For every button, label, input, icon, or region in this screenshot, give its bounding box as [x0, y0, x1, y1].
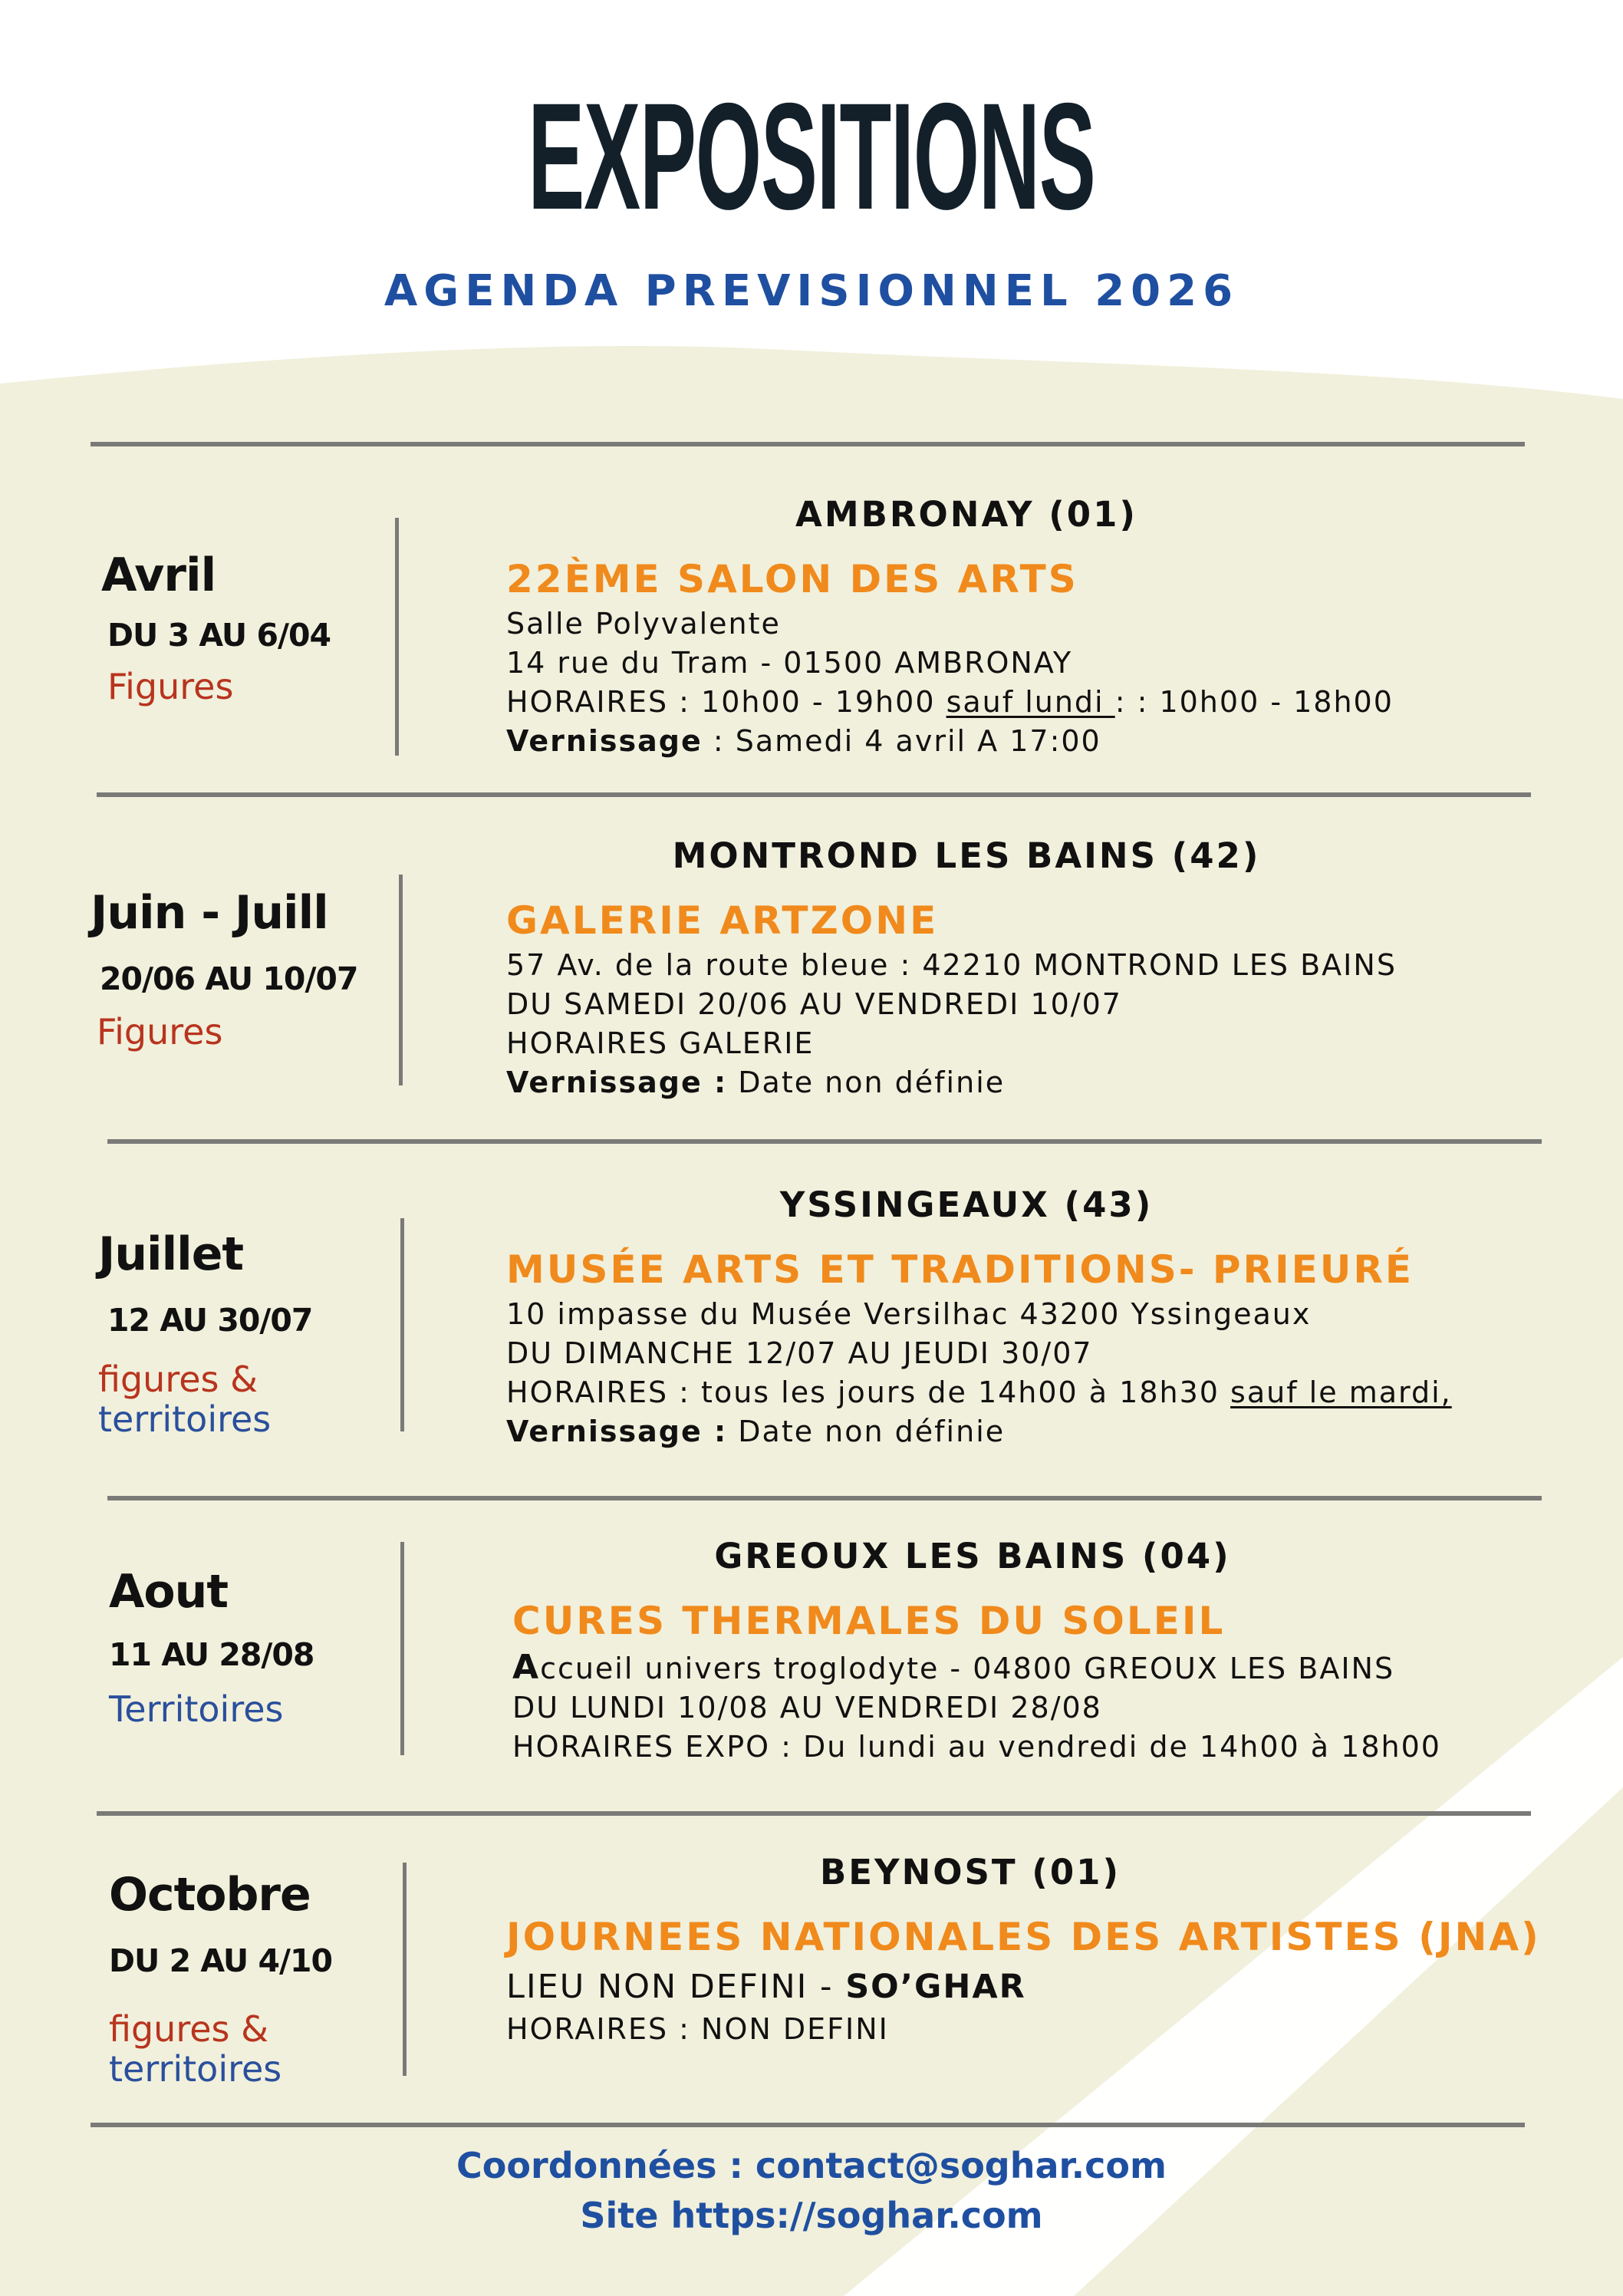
event-theme: figures &: [109, 2008, 268, 2050]
event-theme: Figures: [97, 1011, 223, 1052]
event-dates: DU 2 AU 4/10: [109, 1942, 332, 1979]
event-theme-secondary: territoires: [109, 2048, 282, 2090]
event-details: [506, 1849, 1603, 2094]
event-date-block: [98, 1227, 313, 1440]
event-details: [512, 1533, 1602, 1778]
event-date-block: [91, 886, 358, 1052]
event-vernissage: Vernissage : Date non définie: [506, 1415, 1006, 1448]
event-city: YSSINGEAUX (43): [779, 1184, 1154, 1225]
event-theme: figures &: [98, 1359, 258, 1400]
event-city: GREOUX LES BAINS (04): [714, 1536, 1231, 1576]
event-month: Juillet: [98, 1227, 244, 1281]
page-title: EXPOSITIONS: [528, 71, 1095, 241]
event-hours: HORAIRES : NON DEFINI: [506, 2012, 889, 2046]
event-venue: 22ÈME SALON DES ARTS: [506, 557, 1078, 601]
page-subtitle: AGENDA PREVISIONNEL 2026: [384, 266, 1239, 316]
divider: [107, 1139, 1542, 1144]
divider: [97, 792, 1531, 797]
event-details: [506, 1181, 1595, 1465]
event-date-block: [101, 548, 331, 707]
event-date-block: [109, 1868, 332, 2090]
column-divider: [403, 1863, 407, 2076]
column-divider: [400, 1542, 404, 1755]
event-venue: JOURNEES NATIONALES DES ARTISTES (JNA): [506, 1915, 1541, 1959]
event-month: Juin - Juill: [91, 886, 328, 940]
divider: [91, 2123, 1525, 2127]
column-divider: [395, 518, 399, 756]
column-divider: [399, 875, 403, 1085]
event-hours: HORAIRES : tous les jours de 14h00 à 18h30 sauf le mardi,: [506, 1375, 1452, 1409]
event-month: Avril: [101, 548, 216, 602]
event-address: Accueil univers troglodyte - 04800 GREOUX LES BAINS: [512, 1648, 1395, 1687]
event-dates: 20/06 AU 10/07: [100, 960, 358, 997]
event-hours: HORAIRES GALERIE: [506, 1026, 815, 1060]
event-city: AMBRONAY (01): [795, 494, 1137, 535]
event-hours: HORAIRES EXPO : Du lundi au vendredi de 14h00 à 18h00: [512, 1730, 1441, 1764]
website-link[interactable]: Site https://soghar.com: [580, 2195, 1043, 2236]
event-vernissage: Vernissage : Samedi 4 avril A 17:00: [506, 724, 1101, 758]
event-address: 14 rue du Tram - 01500 AMBRONAY: [506, 646, 1073, 680]
contact-email: Coordonnées : contact@soghar.com: [456, 2145, 1167, 2186]
event-theme: Figures: [107, 666, 234, 707]
event-city: MONTROND LES BAINS (42): [672, 835, 1261, 876]
event-venue-name: Salle Polyvalente: [506, 607, 781, 641]
event-theme: Territoires: [109, 1688, 284, 1730]
event-venue: MUSÉE ARTS ET TRADITIONS- PRIEURÉ: [506, 1247, 1414, 1292]
event-period: DU LUNDI 10/08 AU VENDREDI 28/08: [512, 1691, 1102, 1724]
event-month: Aout: [109, 1565, 229, 1619]
event-month: Octobre: [109, 1868, 311, 1922]
event-vernissage: Vernissage : Date non définie: [506, 1066, 1006, 1099]
event-address: 57 Av. de la route bleue : 42210 MONTROND LES BAINS: [506, 948, 1397, 982]
event-period: DU SAMEDI 20/06 AU VENDREDI 10/07: [506, 987, 1122, 1021]
divider: [91, 442, 1525, 446]
event-period: DU DIMANCHE 12/07 AU JEUDI 30/07: [506, 1336, 1093, 1370]
event-address: 10 impasse du Musée Versilhac 43200 Yssingeaux: [506, 1297, 1312, 1331]
event-location: LIEU NON DEFINI - SO’GHAR: [506, 1968, 1026, 2006]
event-theme-secondary: territoires: [98, 1398, 272, 1440]
event-venue: CURES THERMALES DU SOLEIL: [512, 1599, 1226, 1643]
event-hours: HORAIRES : 10h00 - 19h00 sauf lundi : : 10h00 - 18h00: [506, 685, 1394, 719]
event-details: [506, 491, 1595, 767]
event-date-block: [109, 1565, 314, 1730]
divider: [107, 1496, 1542, 1500]
column-divider: [400, 1218, 404, 1431]
divider: [97, 1811, 1531, 1816]
event-details: [506, 832, 1595, 1116]
event-dates: 11 AU 28/08: [109, 1636, 314, 1673]
event-venue: GALERIE ARTZONE: [506, 898, 939, 943]
event-city: BEYNOST (01): [819, 1852, 1121, 1892]
event-dates: DU 3 AU 6/04: [107, 617, 331, 654]
event-dates: 12 AU 30/07: [107, 1302, 313, 1339]
